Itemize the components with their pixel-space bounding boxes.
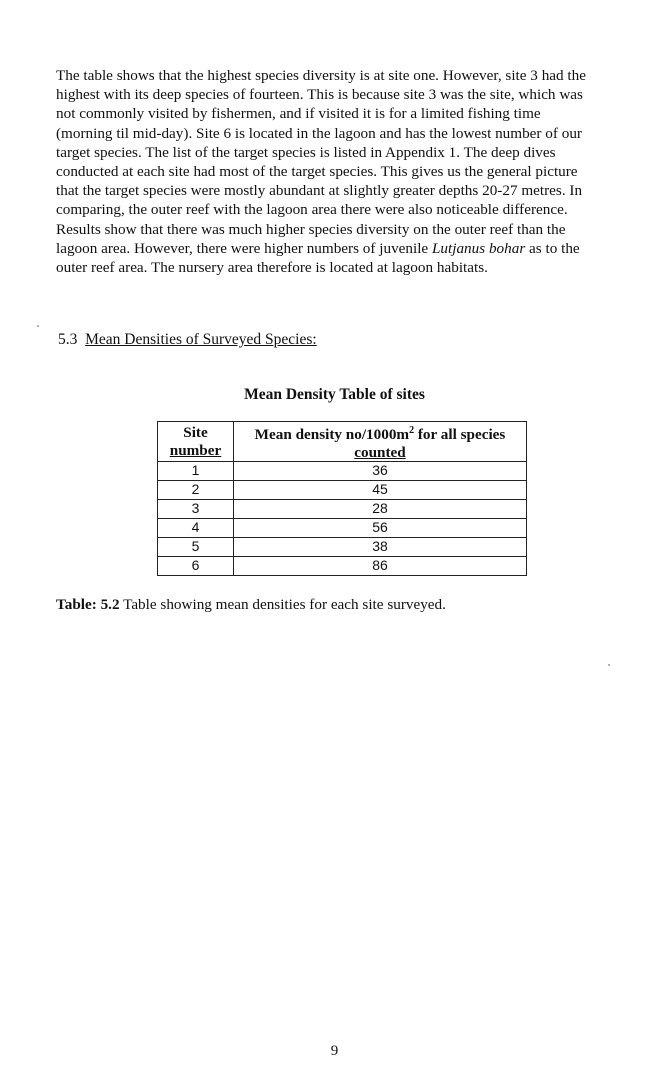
site-cell: 1 (158, 462, 234, 481)
table-caption (56, 596, 446, 614)
site-cell: 4 (158, 519, 234, 538)
table-row (158, 557, 527, 576)
scan-speck (37, 325, 39, 327)
header-density-sup: 2 (409, 425, 415, 436)
table-row (158, 500, 527, 519)
header-density-text: for all species (414, 426, 506, 444)
paragraph-line: highest with its deep species of fourteen. This is because site 3 was the site, which was (56, 86, 583, 104)
species-name: Lutjanus bohar (431, 239, 526, 257)
line-text: as to the (525, 239, 580, 257)
table-row (158, 462, 527, 481)
header-density-line1 (234, 422, 526, 444)
section-title: Mean Densities of Surveyed Species: (85, 331, 317, 348)
caption-text: Table showing mean densities for each site surveyed. (119, 596, 446, 613)
density-cell: 56 (234, 519, 527, 538)
table-header-row (158, 422, 527, 462)
scan-speck (608, 664, 610, 666)
density-cell: 28 (234, 500, 527, 519)
density-cell: 86 (234, 557, 527, 576)
paragraph-line: conducted at each site had most of the target species. This gives us the general picture (56, 163, 578, 181)
density-cell: 38 (234, 538, 527, 557)
paragraph-line: that the target species were mostly abundant at slightly greater depths 20-27 metres. In (56, 182, 583, 200)
header-density (234, 422, 527, 462)
header-density-text: Mean density no/1000m (254, 426, 410, 444)
header-density-line2: counted (354, 443, 406, 461)
table-row (158, 481, 527, 500)
caption-label: Table: 5.2 (56, 596, 120, 613)
paragraph-line: not commonly visited by fishermen, and if visited it is for a limited fishing time (56, 105, 541, 123)
site-cell: 6 (158, 557, 234, 576)
site-cell: 2 (158, 481, 234, 500)
line-text: lagoon area. However, there were higher numbers of juvenile (56, 239, 432, 257)
paragraph-line: (morning til mid-day). Site 6 is located in the lagoon and has the lowest number of our (56, 124, 582, 142)
body-paragraph (56, 66, 628, 277)
header-site-line2: number (169, 441, 222, 459)
site-cell: 5 (158, 538, 234, 557)
table-row (158, 538, 527, 557)
table-title: Mean Density Table of sites (244, 386, 425, 403)
paragraph-line: target species. The list of the target species is listed in Appendix 1. The deep dives (56, 143, 556, 161)
header-site (158, 422, 234, 462)
paragraph-line (56, 239, 628, 258)
paragraph-line: outer reef area. The nursery area therefore is located at lagoon habitats. (56, 259, 488, 277)
section-heading (58, 331, 317, 349)
header-site-line1: Site (183, 424, 208, 442)
page-number: 9 (330, 1043, 339, 1059)
mean-density-table (157, 421, 527, 576)
paragraph-line: comparing, the outer reef with the lagoon area there were also noticeable difference. (56, 201, 568, 219)
paragraph-line: The table shows that the highest species diversity is at site one. However, site 3 had the (56, 67, 586, 84)
site-cell: 3 (158, 500, 234, 519)
table-row (158, 519, 527, 538)
density-cell: 36 (234, 462, 527, 481)
density-cell: 45 (234, 481, 527, 500)
paragraph-line: Results show that there was much higher species diversity on the outer reef than the (56, 220, 566, 238)
section-number: 5.3 (58, 331, 78, 348)
